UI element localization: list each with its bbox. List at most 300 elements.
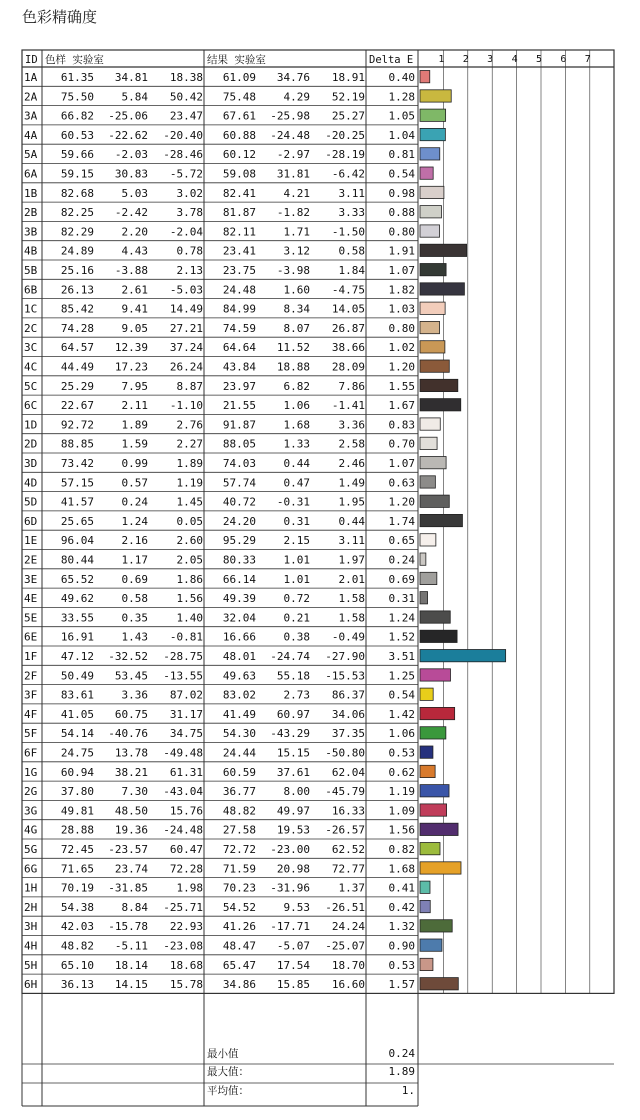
row-id: 1A [24, 71, 38, 84]
row-id: 6A [24, 167, 38, 181]
sample-lab-value: 53.45 [114, 669, 148, 683]
result-lab-value: 16.66 [222, 630, 256, 644]
row-id: 4B [24, 244, 38, 258]
row-id: 3E [24, 572, 38, 586]
sample-lab-value: 1.89 [121, 418, 148, 432]
sample-lab-value: -22.62 [108, 128, 148, 142]
result-lab-value: 17.54 [276, 958, 310, 972]
sample-lab-value: -5.72 [169, 167, 203, 181]
delta-e-value: 1.07 [388, 264, 415, 277]
sample-lab-value: 82.68 [60, 186, 94, 200]
row-id: 1F [24, 650, 38, 663]
result-lab-value: 24.24 [331, 920, 365, 934]
sample-lab-value: 72.28 [169, 862, 203, 876]
delta-e-value: 1.06 [388, 727, 415, 741]
delta-e-value: 1.91 [388, 244, 415, 258]
sample-lab-value: -28.75 [163, 650, 203, 663]
result-lab-value: 18.88 [276, 360, 310, 374]
sample-lab-value: -5.11 [114, 939, 148, 953]
sample-lab-value: 54.14 [60, 727, 94, 741]
sample-lab-value: 83.61 [60, 688, 94, 702]
sample-lab-value: 50.49 [60, 669, 94, 683]
sample-lab-value: -23.08 [163, 939, 203, 953]
result-lab-value: -25.98 [270, 109, 310, 123]
sample-lab-value: -5.03 [169, 283, 203, 297]
delta-e-bar [420, 71, 430, 83]
result-lab-value: 7.86 [338, 379, 365, 393]
row-id: 2F [24, 669, 38, 683]
sample-lab-value: 1.19 [176, 476, 203, 490]
delta-e-value: 1.07 [388, 457, 415, 470]
sample-lab-value: 14.49 [169, 302, 203, 316]
result-lab-value: 1.84 [338, 264, 365, 277]
result-lab-value: 91.87 [222, 418, 256, 432]
delta-e-bar [420, 553, 426, 565]
result-lab-value: 37.35 [331, 727, 365, 741]
sample-lab-value: 8.87 [176, 379, 203, 393]
result-lab-value: 21.55 [222, 399, 256, 413]
result-lab-value: 0.38 [283, 630, 310, 644]
result-lab-value: 64.64 [222, 341, 256, 355]
result-lab-value: 0.58 [338, 244, 365, 258]
row-id: 1D [24, 418, 38, 432]
sample-lab-value: -2.04 [169, 225, 203, 239]
result-lab-value: 66.14 [222, 572, 256, 586]
result-lab-value: 60.88 [222, 128, 256, 142]
result-lab-value: 24.44 [222, 746, 256, 760]
delta-e-bar [420, 707, 455, 719]
x-tick-label: 1 [438, 54, 445, 65]
sample-lab-value: -0.81 [169, 630, 203, 644]
sample-lab-value: -13.55 [163, 669, 203, 683]
delta-e-bar [420, 148, 440, 160]
result-lab-value: 1.01 [283, 572, 310, 586]
delta-e-value: 1.09 [388, 804, 415, 818]
delta-e-value: 0.98 [388, 186, 415, 200]
result-lab-value: -28.19 [325, 148, 365, 162]
sample-lab-value: 60.53 [60, 128, 94, 142]
result-lab-value: 84.99 [222, 302, 256, 316]
sample-lab-value: 92.72 [60, 418, 94, 432]
delta-e-bar [420, 90, 451, 102]
result-lab-value: 2.58 [338, 437, 365, 451]
delta-e-value: 0.54 [388, 688, 415, 702]
sample-lab-value: 8.84 [121, 900, 148, 914]
delta-e-value: 1.20 [388, 360, 415, 374]
sample-lab-value: 65.52 [60, 572, 94, 586]
delta-e-bar [420, 900, 430, 912]
delta-e-value: 1.55 [388, 379, 415, 393]
sample-lab-value: 1.17 [121, 553, 148, 567]
delta-e-value: 1.52 [388, 630, 415, 644]
result-lab-value: -0.49 [331, 630, 365, 644]
x-tick-label: 3 [487, 54, 494, 65]
result-lab-value: 48.47 [222, 939, 256, 953]
sample-lab-value: 3.36 [121, 688, 148, 702]
x-tick-label: 6 [560, 54, 567, 65]
delta-e-bar [420, 399, 461, 411]
row-id: 5C [24, 379, 38, 393]
sample-lab-value: -25.06 [108, 109, 148, 123]
result-lab-value: 60.12 [222, 148, 256, 162]
sample-lab-value: -31.85 [108, 881, 148, 895]
sample-lab-value: 25.16 [60, 264, 94, 277]
delta-e-value: 0.63 [388, 476, 415, 490]
sample-lab-value: 57.15 [60, 476, 94, 490]
sample-lab-value: 0.99 [121, 457, 148, 470]
result-lab-value: 23.41 [222, 244, 256, 258]
footer-min-value: 0.24 [388, 1047, 415, 1060]
header-delta-e: Delta E [369, 54, 414, 66]
delta-e-bar [420, 244, 467, 256]
result-lab-value: 0.72 [283, 592, 310, 606]
delta-e-bar [420, 457, 446, 469]
sample-lab-value: 13.78 [114, 746, 148, 760]
result-lab-value: 1.33 [283, 437, 310, 451]
sample-lab-value: -1.10 [169, 399, 203, 413]
sample-lab-value: 42.03 [60, 920, 94, 934]
result-lab-value: 20.98 [276, 862, 310, 876]
sample-lab-value: 12.39 [114, 341, 148, 355]
delta-e-bar [420, 302, 445, 314]
result-lab-value: 6.82 [283, 379, 310, 393]
sample-lab-value: 0.57 [121, 476, 148, 490]
result-lab-value: 61.09 [222, 71, 256, 84]
result-lab-value: -0.31 [276, 495, 310, 509]
delta-e-bar [420, 283, 464, 295]
sample-lab-value: 5.84 [121, 90, 148, 104]
footer-avg-label: 平均值： [207, 1085, 249, 1097]
delta-e-value: 0.88 [388, 206, 415, 220]
result-lab-value: 34.06 [331, 707, 365, 721]
delta-e-value: 1.28 [388, 90, 415, 104]
result-lab-value: 72.72 [222, 843, 256, 856]
row-id: 1C [24, 302, 38, 316]
result-lab-value: 8.34 [283, 302, 310, 316]
result-lab-value: 74.59 [222, 321, 256, 335]
result-lab-value: -2.97 [276, 148, 310, 162]
delta-e-bar [420, 476, 435, 488]
sample-lab-value: 80.44 [60, 553, 94, 567]
result-lab-value: 49.39 [222, 592, 256, 606]
result-lab-value: 15.85 [276, 978, 310, 992]
header-result-lab: 结果 实验室 [207, 54, 266, 66]
delta-e-value: 1.03 [388, 302, 415, 316]
sample-lab-value: 37.24 [169, 341, 203, 355]
delta-e-value: 1.57 [388, 978, 415, 992]
result-lab-value: 70.23 [222, 881, 256, 895]
result-lab-value: 65.47 [222, 958, 256, 972]
sample-lab-value: 71.65 [60, 862, 94, 876]
sample-lab-value: 1.56 [176, 592, 203, 606]
sample-lab-value: 59.15 [60, 167, 94, 181]
delta-e-bar [420, 341, 445, 353]
row-id: 4F [24, 707, 38, 721]
result-lab-value: 1.68 [283, 418, 310, 432]
sample-lab-value: 49.62 [60, 592, 94, 606]
delta-e-bar [420, 669, 451, 681]
delta-e-bar [420, 843, 440, 855]
delta-e-value: 0.83 [388, 418, 415, 432]
result-lab-value: 1.58 [338, 592, 365, 606]
sample-lab-value: -23.57 [108, 843, 148, 856]
result-lab-value: 54.30 [222, 727, 256, 741]
sample-lab-value: 0.35 [121, 611, 148, 625]
sample-lab-value: 1.98 [176, 881, 203, 895]
delta-e-bar [420, 109, 446, 121]
result-lab-value: 34.76 [276, 71, 310, 84]
delta-e-bar [420, 437, 437, 449]
result-lab-value: 23.97 [222, 379, 256, 393]
delta-e-value: 1.67 [388, 399, 415, 413]
delta-e-bar [420, 978, 458, 990]
row-id: 5H [24, 958, 38, 972]
delta-e-bar [420, 206, 441, 218]
row-id: 2A [24, 90, 38, 104]
sample-lab-value: 1.59 [121, 437, 148, 451]
result-lab-value: 82.11 [222, 225, 256, 239]
sample-lab-value: 85.42 [60, 302, 94, 316]
delta-e-bar [420, 881, 430, 893]
result-lab-value: 1.06 [283, 399, 310, 413]
row-id: 1E [24, 534, 38, 548]
sample-lab-value: 1.45 [176, 495, 203, 509]
sample-lab-value: 74.28 [60, 321, 94, 335]
result-lab-value: 11.52 [276, 341, 310, 355]
result-lab-value: 2.46 [338, 457, 365, 470]
row-id: 3F [24, 688, 38, 702]
delta-e-bar [420, 611, 450, 623]
result-lab-value: -27.90 [325, 650, 365, 663]
sample-lab-value: 24.75 [60, 746, 94, 760]
sample-lab-value: 22.93 [169, 920, 203, 934]
delta-e-bar [420, 688, 433, 700]
sample-lab-value: 41.57 [60, 495, 94, 509]
sample-lab-value: 1.24 [121, 514, 148, 528]
sample-lab-value: 28.88 [60, 823, 94, 837]
sample-lab-value: -40.76 [108, 727, 148, 741]
delta-e-bar [420, 418, 440, 430]
sample-lab-value: 26.13 [60, 283, 94, 297]
row-id: 3H [24, 920, 38, 934]
x-tick-label: 2 [462, 54, 469, 65]
result-lab-value: 16.33 [331, 804, 365, 818]
sample-lab-value: 15.78 [169, 978, 203, 992]
delta-e-bar [420, 804, 447, 816]
sample-lab-value: 16.91 [60, 630, 94, 644]
delta-e-value: 1.19 [388, 785, 415, 799]
delta-e-bar [420, 321, 440, 333]
page-title: 色彩精确度 [22, 8, 98, 26]
row-id: 4E [24, 592, 38, 606]
delta-e-value: 0.41 [388, 881, 415, 895]
sample-lab-value: 1.43 [121, 630, 148, 644]
sample-lab-value: 22.67 [60, 399, 94, 413]
row-id: 2B [24, 206, 38, 220]
result-lab-value: 0.21 [283, 611, 310, 625]
result-lab-value: 54.52 [222, 900, 256, 914]
sample-lab-value: 7.95 [121, 379, 148, 393]
result-lab-value: 4.29 [283, 90, 310, 104]
sample-lab-value: 41.05 [60, 707, 94, 721]
sample-lab-value: 65.10 [60, 958, 94, 972]
sample-lab-value: 4.43 [121, 244, 148, 258]
delta-e-bar [420, 264, 446, 276]
result-lab-value: 1.37 [338, 881, 365, 895]
result-lab-value: -20.25 [325, 128, 365, 142]
sample-lab-value: -3.88 [114, 264, 148, 277]
row-id: 4C [24, 360, 38, 374]
result-lab-value: 48.82 [222, 804, 256, 818]
row-id: 6D [24, 514, 38, 528]
delta-e-value: 0.69 [388, 572, 415, 586]
sample-lab-value: 48.82 [60, 939, 94, 953]
sample-lab-value: 60.75 [114, 707, 148, 721]
row-id: 2C [24, 321, 38, 335]
sample-lab-value: 18.68 [169, 958, 203, 972]
delta-e-value: 1.20 [388, 495, 415, 509]
result-lab-value: 74.03 [222, 457, 256, 470]
row-id: 3A [24, 109, 38, 123]
sample-lab-value: 33.55 [60, 611, 94, 625]
row-id: 1G [24, 765, 38, 779]
result-lab-value: -24.74 [270, 650, 310, 663]
row-id: 5B [24, 264, 38, 277]
footer-max-value: 1.89 [388, 1065, 415, 1078]
delta-e-value: 0.82 [388, 843, 415, 856]
result-lab-value: -31.96 [270, 881, 310, 895]
delta-e-value: 0.42 [388, 900, 415, 914]
sample-lab-value: 61.31 [169, 765, 203, 779]
delta-e-bar [420, 379, 458, 391]
delta-e-bar [420, 128, 445, 140]
x-tick-label: 4 [511, 54, 518, 65]
sample-lab-value: 0.58 [121, 592, 148, 606]
sample-lab-value: 59.66 [60, 148, 94, 162]
sample-lab-value: 2.61 [121, 283, 148, 297]
row-id: 5F [24, 727, 38, 741]
result-lab-value: -43.29 [270, 727, 310, 741]
result-lab-value: 19.53 [276, 823, 310, 837]
delta-e-bar [420, 495, 449, 507]
delta-e-value: 1.04 [388, 128, 415, 142]
row-id: 2G [24, 785, 38, 799]
sample-lab-value: 82.29 [60, 225, 94, 239]
row-id: 6G [24, 862, 38, 876]
sample-lab-value: 36.13 [60, 978, 94, 992]
sample-lab-value: 5.03 [121, 186, 148, 200]
sample-lab-value: 31.17 [169, 707, 203, 721]
delta-e-value: 1.32 [388, 920, 415, 934]
result-lab-value: 57.74 [222, 476, 256, 490]
sample-lab-value: -32.52 [108, 650, 148, 663]
result-lab-value: 36.77 [222, 785, 256, 799]
result-lab-value: 38.66 [331, 341, 365, 355]
result-lab-value: -45.79 [325, 785, 365, 799]
result-lab-value: 62.52 [331, 843, 365, 856]
sample-lab-value: 3.78 [176, 206, 203, 220]
result-lab-value: 8.07 [283, 321, 310, 335]
result-lab-value: -15.53 [325, 669, 365, 683]
result-lab-value: 59.08 [222, 167, 256, 181]
sample-lab-value: 72.45 [60, 843, 94, 856]
result-lab-value: -3.98 [276, 264, 310, 277]
sample-lab-value: 2.60 [176, 534, 203, 548]
delta-e-bar [420, 514, 462, 526]
result-lab-value: 83.02 [222, 688, 256, 702]
sample-lab-value: 87.02 [169, 688, 203, 702]
delta-e-bar [420, 360, 449, 372]
footer-avg-value: 1. [401, 1084, 415, 1097]
result-lab-value: 60.59 [222, 765, 256, 779]
row-id: 2D [24, 437, 38, 451]
delta-e-value: 0.81 [388, 148, 415, 162]
result-lab-value: 75.48 [222, 90, 256, 104]
sample-lab-value: 2.16 [121, 534, 148, 548]
sample-lab-value: 47.12 [60, 650, 94, 663]
result-lab-value: 14.05 [331, 302, 365, 316]
delta-e-value: 1.24 [388, 611, 415, 625]
sample-lab-value: -2.42 [114, 206, 148, 220]
delta-e-bar [420, 785, 449, 797]
result-lab-value: 18.91 [331, 71, 365, 84]
result-lab-value: -25.07 [325, 939, 365, 953]
result-lab-value: 1.71 [283, 225, 310, 239]
sample-lab-value: 54.38 [60, 900, 94, 914]
result-lab-value: 9.53 [283, 900, 310, 914]
result-lab-value: -50.80 [325, 746, 365, 760]
row-id: 4G [24, 823, 38, 837]
delta-e-value: 1.68 [388, 862, 415, 876]
result-lab-value: 41.49 [222, 707, 256, 721]
delta-e-value: 0.70 [388, 437, 415, 451]
sample-lab-value: -20.40 [163, 128, 203, 142]
row-id: 5A [24, 148, 38, 162]
delta-e-value: 0.54 [388, 167, 415, 181]
sample-lab-value: 30.83 [114, 167, 148, 181]
sample-lab-value: 18.38 [169, 71, 203, 84]
result-lab-value: 43.84 [222, 360, 256, 374]
result-lab-value: 3.36 [338, 418, 365, 432]
delta-e-bar [420, 939, 442, 951]
sample-lab-value: -15.78 [108, 920, 148, 934]
result-lab-value: 27.58 [222, 823, 256, 837]
result-lab-value: 25.27 [331, 109, 365, 123]
delta-e-bar [420, 167, 433, 179]
sample-lab-value: 3.02 [176, 186, 203, 200]
result-lab-value: 3.33 [338, 206, 365, 220]
sample-lab-value: 0.69 [121, 572, 148, 586]
delta-e-bar [420, 765, 435, 777]
row-id: 1H [24, 881, 38, 895]
row-id: 5E [24, 611, 38, 625]
result-lab-value: 0.44 [338, 514, 365, 528]
result-lab-value: -1.41 [331, 399, 365, 413]
delta-e-value: 3.51 [388, 650, 415, 663]
result-lab-value: 49.97 [276, 804, 310, 818]
sample-lab-value: 26.24 [169, 360, 203, 374]
sample-lab-value: 2.05 [176, 553, 203, 567]
result-lab-value: -1.50 [331, 225, 365, 239]
result-lab-value: -23.00 [270, 843, 310, 856]
result-lab-value: 82.41 [222, 186, 256, 200]
result-lab-value: -26.57 [325, 823, 365, 837]
x-tick-label: 5 [535, 54, 543, 65]
sample-lab-value: 25.29 [60, 379, 94, 393]
row-id: 3B [24, 225, 38, 239]
delta-e-value: 1.05 [388, 109, 415, 123]
row-id: 6H [24, 978, 38, 992]
